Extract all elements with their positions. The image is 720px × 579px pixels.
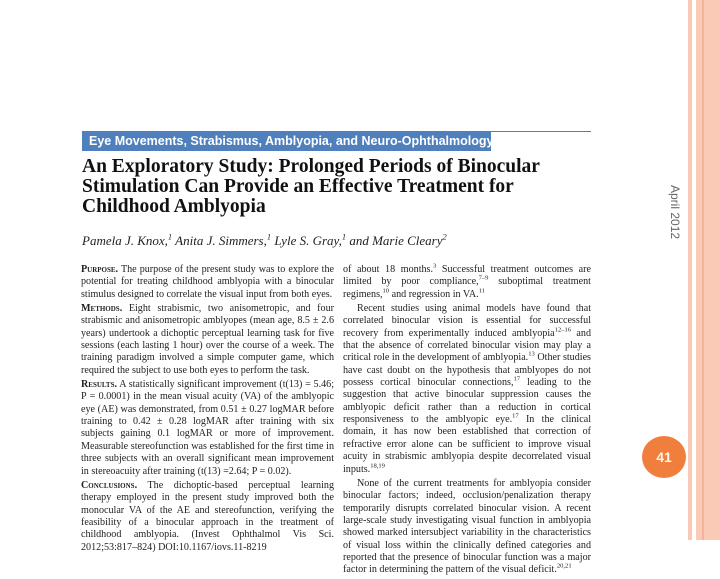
author-affiliation: 1 (167, 231, 173, 242)
paragraph-text: A statistically significant improvement (t(13) = 5.46; P = 0.0001) in the mean visual acuity (VA) of the amblyopic eye (AE) was demonstrated, from 0.51 ± 0.27 logMAR before training to 0.42 ± 0.28 logMAR after training with six subjects gaining 0.1 logMAR or more of improvement. Measurable stereofunction was established for the first time in three subjects with an overall significant mean improvement in stereoacuity after training (t(13) =2.64; P = 0.02). (81, 379, 334, 477)
abstract-paragraph (81, 303, 334, 377)
abstract-column (81, 264, 334, 556)
decorative-line (702, 0, 704, 540)
journal-section-banner: Eye Movements, Strabismus, Amblyopia, and Neuro-Ophthalmology (82, 131, 491, 151)
paragraph-text: Eight strabismic, two anisometropic, and four strabismic and anisometropic amblyopes (mean age, 8.5 ± 2.6 years) undertook a dichoptic perceptual learning task for five sessions (each lasting 1 hour) over the course of a week. The training paradigm involved a simple computer game, which required the subject to use both eyes to perform the task. (81, 303, 334, 376)
paragraph-text: The dichoptic-based perceptual learning therapy employed in the present study improved both the monocular VA of the AE and stereofunction, verifying the feasibility of a binocular approach in the treatment of childhood amblyopia. (Invest Ophthalmol Vis Sci. 2012;53:817–824) DOI:10.1167/iovs.11-8219 (81, 479, 334, 553)
paragraph-text: In the clinical domain, it has now been established that correction of refractive error alone can be sufficient to improve visual acuity in strabismic amblyopia despite decorrelated visual inputs. (343, 414, 591, 475)
citation-superscript: 7–9 (478, 274, 489, 282)
author-affiliation: 1 (266, 231, 272, 242)
paragraph-text: leading to the suggestion that active binocular suppression causes the amblyopic deficit rather than a reduction in cortical responsiveness to the amblyopic eye. (343, 377, 591, 426)
abstract-label: Results. (81, 379, 118, 391)
author-name: Pamela J. Knox, (82, 233, 168, 248)
body-paragraph (343, 478, 591, 577)
abstract-label: Methods. (81, 303, 123, 315)
author-name: Anita J. Simmers, (175, 233, 267, 248)
article-title: An Exploratory Study: Prolonged Periods of Binocular Stimulation Can Provide an Effective Treatment for Childhood Amblyopia (82, 156, 540, 217)
paragraph-text: The purpose of the present study was to explore the potential for treating childhood amblyopia with a binocular stimulus designed to correlate the visual input from both eyes. (81, 264, 334, 300)
abstract-paragraph (81, 264, 334, 301)
slide-page-number: 41 (642, 436, 686, 478)
decorative-stripe (688, 0, 692, 540)
slide-date: April 2012 (668, 185, 682, 240)
body-paragraph (343, 264, 591, 301)
abstract-paragraph (81, 379, 334, 478)
abstract-paragraph (81, 480, 334, 554)
body-column (343, 264, 591, 579)
citation-superscript: 11 (478, 287, 486, 295)
section-rule (491, 131, 591, 132)
paragraph-text: None of the current treatments for amblyopia consider binocular factors; indeed, occlusion/penalization therapy temporarily disrupts correlated binocular vision. A recent large-scale study investigating visual function in amblyopia showed marked intersubject variability in the characteristics of visual loss within the clinically defined categories and reported that the presence of binocular function was a major factor in determining the pattern of the visual deficit. (343, 477, 591, 576)
author-list (82, 233, 447, 249)
paragraph-text: and that the absence of correlated binocular vision may play a critical role in the development of amblyopia. (343, 327, 591, 364)
citation-superscript: 3 (433, 262, 437, 270)
citation-superscript: 17 (513, 375, 521, 383)
paragraph-text: of about 18 months. (343, 264, 433, 275)
citation-superscript: 20,21 (556, 562, 572, 570)
citation-superscript: 13 (528, 351, 535, 359)
paragraph-text: suboptimal treatment regimens, (343, 276, 591, 300)
paragraph-text: and regression in VA. (389, 288, 479, 300)
paragraph-text: Successful treatment outcomes are limited by poor compliance, (343, 264, 591, 288)
paragraph-text: Other studies have cast doubt on the hypothesis that amblyopes do not possess cortical binocular connections, (343, 352, 591, 389)
author-name: Lyle S. Gray, (274, 233, 342, 248)
abstract-label: Purpose. (81, 264, 119, 275)
author-affiliation: 2 (442, 231, 447, 242)
abstract-label: Conclusions. (81, 479, 138, 491)
citation-superscript: 18,19 (370, 462, 385, 470)
author-affiliation: 1 (341, 231, 347, 242)
author-name: and Marie Cleary (349, 233, 443, 248)
citation-superscript: 17 (512, 412, 519, 420)
paragraph-text: Recent studies using animal models have found that correlated binocular vision is essential for successful recovery from experimentally induced amblyopia (343, 303, 591, 339)
citation-superscript: 10 (382, 287, 390, 295)
decorative-band (696, 0, 720, 540)
body-paragraph (343, 303, 591, 476)
citation-superscript: 12–16 (554, 326, 572, 334)
